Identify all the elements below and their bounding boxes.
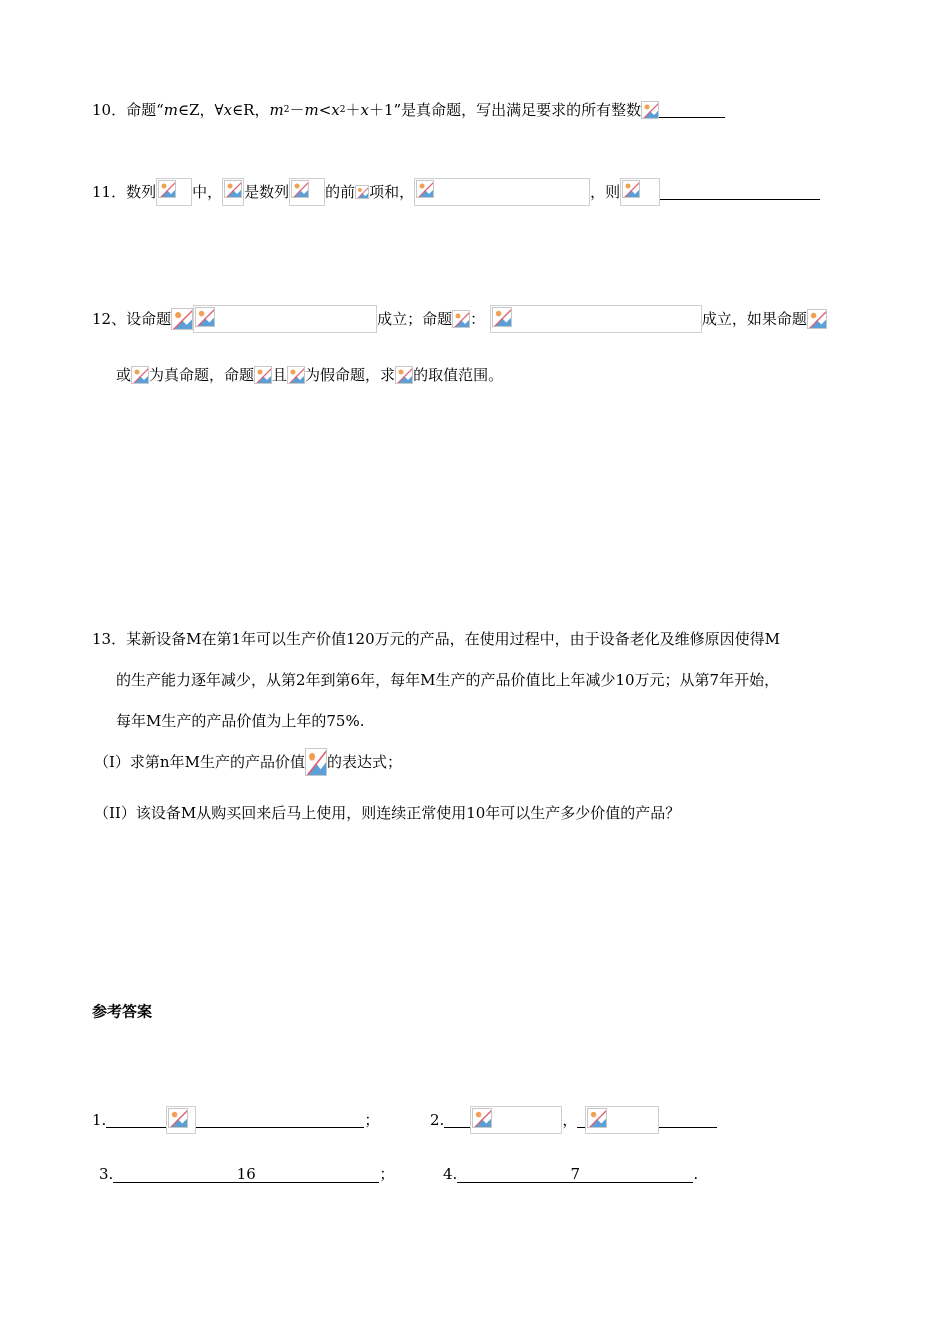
answer-blank[interactable] bbox=[106, 1113, 166, 1128]
broken-image-icon bbox=[492, 307, 512, 327]
formula-image bbox=[585, 1106, 659, 1134]
answer-3: 3. 16 ； bbox=[99, 1164, 395, 1183]
broken-image-icon bbox=[641, 101, 659, 119]
answer-blank[interactable] bbox=[444, 1113, 470, 1128]
broken-image-icon bbox=[171, 308, 193, 330]
formula-image bbox=[620, 178, 660, 206]
answers-heading: 参考答案 bbox=[92, 1002, 153, 1021]
formula-image bbox=[193, 305, 377, 333]
answer-3-value: 16 bbox=[113, 1166, 379, 1183]
answer-blank[interactable] bbox=[196, 1113, 364, 1128]
broken-image-icon bbox=[224, 180, 242, 198]
formula-image bbox=[289, 178, 325, 206]
formula-image bbox=[156, 178, 192, 206]
answer-2: 2. ， bbox=[430, 1106, 717, 1134]
broken-image-icon bbox=[291, 180, 309, 198]
question-13: 13．某新设备M在第1年可以生产价值120万元的产品，在使用过程中，由于设备老化及维修原因使得M bbox=[92, 630, 780, 648]
q10-number: 10． bbox=[92, 101, 127, 119]
question-13-line-2: 的生产能力逐年减少，从第2年到第6年，每年M生产的产品价值比上年减少10万元；从第7年开始， bbox=[116, 671, 780, 689]
broken-image-icon bbox=[587, 1108, 607, 1128]
broken-image-icon bbox=[158, 180, 176, 198]
answer-1: 1. ； bbox=[92, 1106, 379, 1134]
broken-image-icon bbox=[131, 366, 149, 384]
answer-blank[interactable] bbox=[660, 185, 820, 200]
answer-blank[interactable] bbox=[659, 103, 725, 118]
question-13-part-2: （II）该设备M从购买回来后马上使用，则连续正常使用10年可以生产多少价值的产品？ bbox=[94, 804, 681, 822]
answer-blank[interactable] bbox=[577, 1113, 585, 1128]
question-11: 11．数列 中， 是数列 的前 项和， ，则 bbox=[92, 178, 820, 206]
broken-image-icon bbox=[195, 307, 215, 327]
question-10: 10．命题“m∈Z，∀x∈R，m2－m<x2＋x＋1”是真命题，写出满足要求的所有整数 bbox=[92, 99, 725, 120]
answer-4: 4. 7 . bbox=[443, 1164, 699, 1183]
formula-image bbox=[490, 305, 702, 333]
broken-image-icon bbox=[622, 180, 640, 198]
question-12-continued: 或 为真命题，命题 且 为假命题，求 的取值范围。 bbox=[116, 366, 504, 384]
formula-image bbox=[222, 178, 244, 206]
formula-image bbox=[470, 1106, 562, 1134]
broken-image-icon bbox=[254, 366, 272, 384]
broken-image-icon bbox=[807, 309, 827, 329]
broken-image-icon bbox=[355, 185, 369, 199]
broken-image-icon bbox=[452, 310, 470, 328]
formula-image bbox=[414, 178, 590, 206]
broken-image-icon bbox=[287, 366, 305, 384]
question-13-part-1: （I）求第n年M生产的产品价值 的表达式； bbox=[94, 748, 402, 776]
answer-blank[interactable] bbox=[659, 1113, 717, 1128]
broken-image-icon bbox=[395, 366, 413, 384]
broken-image-icon bbox=[305, 748, 327, 776]
broken-image-icon bbox=[416, 180, 434, 198]
formula-image bbox=[166, 1106, 196, 1134]
broken-image-icon bbox=[472, 1108, 492, 1128]
question-12: 12、设命题 成立；命题 ： 成立，如果命题 bbox=[92, 305, 827, 333]
broken-image-icon bbox=[168, 1108, 188, 1128]
answer-4-value: 7 bbox=[457, 1166, 693, 1183]
question-13-line-3: 每年M生产的产品价值为上年的75%. bbox=[116, 712, 365, 730]
